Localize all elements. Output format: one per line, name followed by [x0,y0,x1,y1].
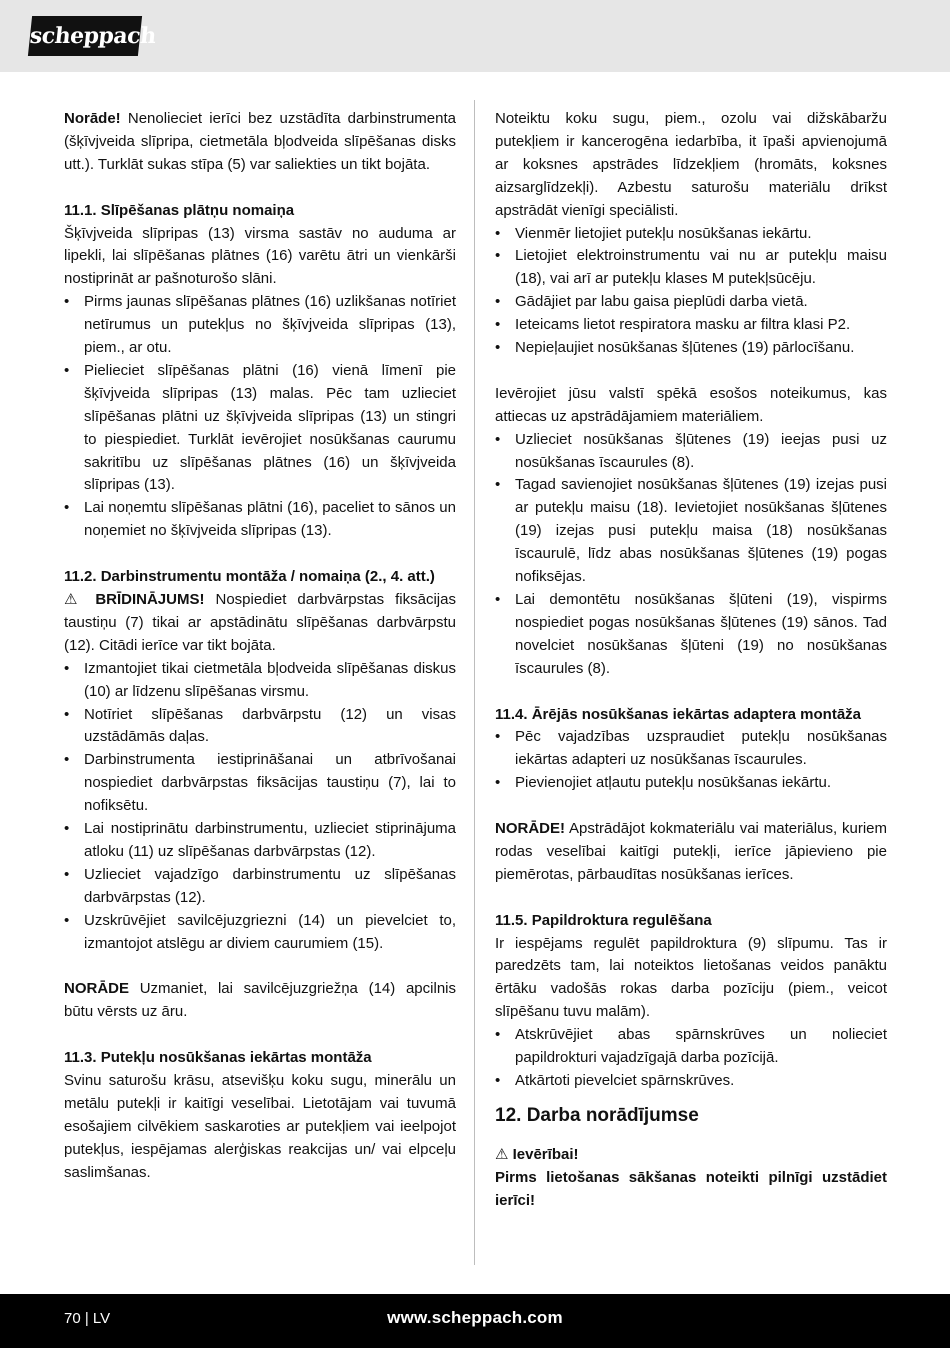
list-item: • Gādājiet par labu gaisa pieplūdi darba vietā. [495,291,887,314]
right-column [495,108,887,1213]
section-11-1-list [64,291,456,543]
list-item: • Uzlieciet vajadzīgo darbinstrumentu uz slīpēšanas darbvārpstas (12). [64,864,456,910]
list-item: • Lai demontētu nosūkšanas šļūteni (19), vispirms nospiediet pogas nosūkšanas šļūtenes (19) sānos. Tad novelciet nosūkšanas šļūteni (19) no nosūkšanas īscaurules (8). [495,589,887,681]
list-item: • Pēc vajadzības uzspraudiet putekļu nosūkšanas iekārtas adapteri uz nosūkšanas īscaurules. [495,726,887,772]
note-paragraph [64,108,456,177]
note-paragraph [495,818,887,887]
list-item: • Ieteicams lietot respiratora masku ar filtra klasi P2. [495,314,887,337]
left-column [64,108,456,1185]
list-item: • Izmantojiet tikai cietmetāla bļodveida slīpēšanas diskus (10) ar līdzenu slīpēšanas virsmu. [64,658,456,704]
section-11-2-title: 11.2. Darbinstrumentu montāža / nomaiņa (2., 4. att.) [64,568,435,586]
section-11-5-text: Ir iespējams regulēt papildrokturа (9) slīpumu. Tas ir paredzēts tam, lai noteiktos lietošanas veidos panāktu ērtāku vadošās rokas darba pozīciju (piem., veicot slīpēšanu tuvu malām). [495,934,887,1021]
note-paragraph [64,978,456,1024]
attention-text: Pirms lietošanas sākšanas noteikti pilnīgi uzstādiet ierīci! [495,1168,887,1209]
list-item: • Pielieciet slīpēšanas plātni (16) vienā līmenī pie šķīvjveida slīpripas (13) malas. Pēc tam uzlieciet slīpēšanas plātni uz šķīvjveida slīpripas (13) un stingri to piespiediet. Turklāt ievērojiet nosūkšanas caurumu sakritību uz slīpēšanas plātnes (16) un šķīvjveida slīpripas (13). [64,360,456,497]
page-footer [0,1294,950,1348]
section-11-1-text: Šķīvjveida slīpripas (13) virsma sastāv no auduma ar lipekli, lai slīpēšanas plātnes (16) varētu ātri un vienkārši nostiprināt ar pašnoturošo slāni. [64,224,456,288]
page-number: 70 | LV [64,1310,111,1327]
brand-logo: scheppach [28,16,142,56]
note-label: NORĀDE! [495,820,565,838]
list-item: • Darbinstrumenta iestiprināšanai un atbrīvošanai nospiediet darbvārpstas fiksācijas taustiņu (7), lai to nofiksētu. [64,749,456,818]
dust-list [495,223,887,360]
rules-text: Ievērojiet jūsu valstī spēkā esošos noteikumus, kas attiecas uz apstrādājamiem materiāliem. [495,384,887,425]
warning-text: Nospiediet darbvārpstas fiksācijas taustiņu (7) tikai ar apstādinātu slīpēšanas darbvārpstu (12). Citādi ierīce var tikt bojāta. [64,591,456,654]
list-item: • Nepieļaujiet nosūkšanas šļūtenes (19) pārlocīšanu. [495,337,887,360]
list-item: • Pievienojiet atļautu putekļu nosūkšanas iekārtu. [495,772,887,795]
list-item: • Atkārtoti pievelciet spārnskrūves. [495,1070,887,1093]
list-item: • Uzskrūvējiet savilcējuzgriezni (14) un pievelciet to, izmantojot atslēgu ar diviem caurumiem (15). [64,910,456,956]
hose-list [495,429,887,681]
section-11-2-list [64,658,456,956]
attention-label: ⚠ Ievērībai! [495,1145,579,1163]
section-11-4-title: 11.4. Ārējās nosūkšanas iekārtas adaptera montāža [495,705,862,723]
list-item: • Uzlieciet nosūkšanas šļūtenes (19) ieejas pusi uz nosūkšanas īscaurules (8). [495,429,887,475]
list-item: • Atskrūvējiet abas spārnskrūves un nolieciet papildrokturi vajadzīgajā darba pozīcijā. [495,1024,887,1070]
list-item: • Pirms jaunas slīpēšanas plātnes (16) uzlikšanas notīriet netīrumus un putekļus no šķīvjveida slīpripas (13), piem., ar otu. [64,291,456,360]
warning-label: ⚠ BRĪDINĀJUMS! [64,591,205,608]
section-12-title: 12. Darba norādījumse [495,1104,699,1126]
list-item: • Lai nostiprinātu darbinstrumentu, uzlieciet stiprinājuma atloku (11) uz slīpēšanas darbvārpstas (12). [64,818,456,864]
section-11-5-list [495,1024,887,1093]
warning-paragraph [64,589,456,658]
column-divider [474,100,475,1265]
page-header [0,0,950,72]
section-11-3-text: Svinu saturošu krāsu, atsevišķu koku sugu, minerālu un metālu putekļi ir kaitīgi veselībai. Lietotājam vai tuvumā esošajiem cilvēkiem saskaroties ar putekļiem vai ieelpojot putekļus, iespējamas alerģiskas reakcijas un/ vai elpceļu saslimšanas. [64,1072,456,1181]
note-text: Uzmaniet, lai savilcējuzgriežņa (14) apcilnis būtu vērsts uz āru. [64,980,456,1021]
continued-text: Noteiktu koku sugu, piem., ozolu vai dižskābaržu putekļiem ir kancerogēna iedarbība, it īpaši apvienojumā ar koksnes apstrādes līdzekļiem (hromāts, koksnes aizsarglīdzekļi). Azbestu saturošu materiālu drīkst apstrādāt vienīgi speciālisti. [495,110,887,219]
list-item: • Vienmēr lietojiet putekļu nosūkšanas iekārtu. [495,223,887,246]
note-label: Norāde! [64,110,121,127]
section-11-4-list [495,726,887,795]
note-text: Apstrādājot kokmateriālu vai materiālus, kuriem rodas veselībai kaitīgi putekļi, ierīce jāpievieno pie piemērotas, pārbaudītas nosūkšanas ierīces. [495,820,887,883]
section-11-1-title: 11.1. Slīpēšanas plātņu nomaiņa [64,201,295,219]
note-text: Nenolieciet ierīci bez uzstādīta darbinstrumenta (šķīvjveida slīpripa, cietmetāla bļodveida slīpēšanas disks utt.). Turklāt sukas stīpa (5) var saliekties un tikt bojāta. [64,110,456,173]
section-11-5-title: 11.5. Papildroktura regulēšana [495,911,712,929]
section-11-3-title: 11.3. Putekļu nosūkšanas iekārtas montāža [64,1049,372,1067]
list-item: • Tagad savienojiet nosūkšanas šļūtenes (19) izejas pusi ar putekļu maisu (18). Ievietojiet nosūkšanas šļūtenes (19) izejas pusi putekļu maisa (18) nosūkšanas īscaurulē, līdz abas nosūkšanas šļūtenes (19) pogas nofiksējas. [495,474,887,589]
list-item: • Lai noņemtu slīpēšanas plātni (16), paceliet to sānos un noņemiet no šķīvjveida slīpripas (13). [64,497,456,543]
list-item: • Notīriet slīpēšanas darbvārpstu (12) un visas uzstādāmās daļas. [64,704,456,750]
note-label: NORĀDE [64,980,130,998]
website-url: www.scheppach.com [387,1308,563,1327]
list-item: • Lietojiet elektroinstrumentu vai nu ar putekļu maisu (18), vai arī ar putekļu klases M putekļsūcēju. [495,245,887,291]
